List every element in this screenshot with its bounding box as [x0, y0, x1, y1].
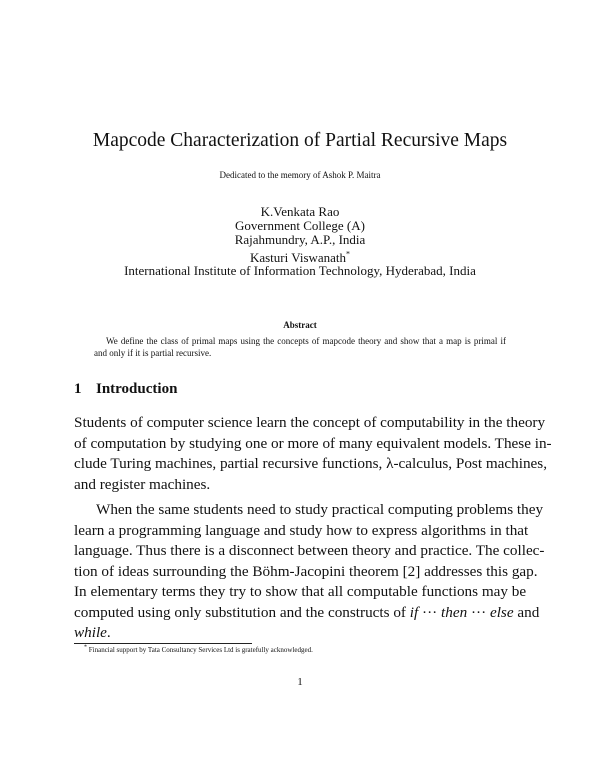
section-title: Introduction — [96, 381, 178, 397]
paragraph-line: Students of computer science learn the concept of computability in the theory — [74, 414, 546, 431]
keyword-then: then — [441, 603, 468, 621]
author-name: Kasturi Viswanath — [249, 250, 347, 265]
section-heading — [74, 381, 177, 398]
keyword-while: while — [74, 624, 107, 641]
keyword-if: if — [409, 603, 419, 621]
paragraph-line: In elementary terms they try to show that all computable functions may be — [74, 583, 527, 600]
keyword-else: else — [489, 603, 514, 621]
footnote-marker: * — [84, 644, 87, 651]
author-name: K.Venkata Rao — [260, 204, 340, 219]
footnote-text: Financial support by Tata Consultancy Services Ltd is gratefully acknowledged. — [88, 646, 313, 654]
author-affiliation: Rajahmundry, A.P., India — [234, 232, 366, 247]
paragraph-line: When the same students need to study practical computing problems they — [96, 501, 544, 518]
section-number: 1 — [74, 381, 82, 397]
footnote — [84, 646, 313, 654]
paragraph-line — [74, 623, 518, 644]
abstract-line: We define the class of primal maps using the concepts of mapcode theory and show that a map is primal if — [106, 336, 506, 346]
paper-title: Mapcode Characterization of Partial Recursive Maps — [92, 130, 508, 151]
body-paragraph — [74, 413, 552, 495]
paragraph-line: and register machines. — [74, 475, 211, 493]
footnote-rule — [74, 643, 252, 644]
footnote-marker: * — [346, 249, 351, 259]
author-affiliation: Government College (A) — [235, 218, 365, 233]
dedication: Dedicated to the memory of Ashok P. Maitra — [219, 170, 381, 180]
line-text: computed using only substitution and the constructs of — [74, 603, 406, 621]
abstract-text — [94, 336, 506, 359]
page-number: 1 — [297, 676, 303, 688]
ellipsis: ··· — [422, 603, 438, 621]
body-paragraph — [74, 500, 545, 644]
abstract-line: and only if it is partial recursive. — [94, 347, 212, 358]
author-affiliation: International Institute of Information Technology, Hyderabad, India — [124, 263, 476, 278]
paragraph-line — [74, 603, 540, 624]
line-text: and — [517, 603, 540, 621]
paragraph-line: of computation by studying one or more of many equivalent models. These in- — [74, 434, 552, 452]
paragraph-line: clude Turing machines, partial recursive functions, λ-calculus, Post machines, — [74, 455, 548, 472]
paragraph-line: language. Thus there is a disconnect between theory and practice. The collec- — [74, 542, 545, 559]
paragraph-line: tion of ideas surrounding the Böhm-Jacopini theorem [2] addresses this gap. — [74, 562, 538, 580]
period: . — [106, 624, 111, 641]
ellipsis: ··· — [470, 603, 487, 621]
paragraph-line: learn a programming language and study how to express algorithms in that — [74, 521, 529, 539]
abstract-heading: Abstract — [283, 320, 317, 330]
